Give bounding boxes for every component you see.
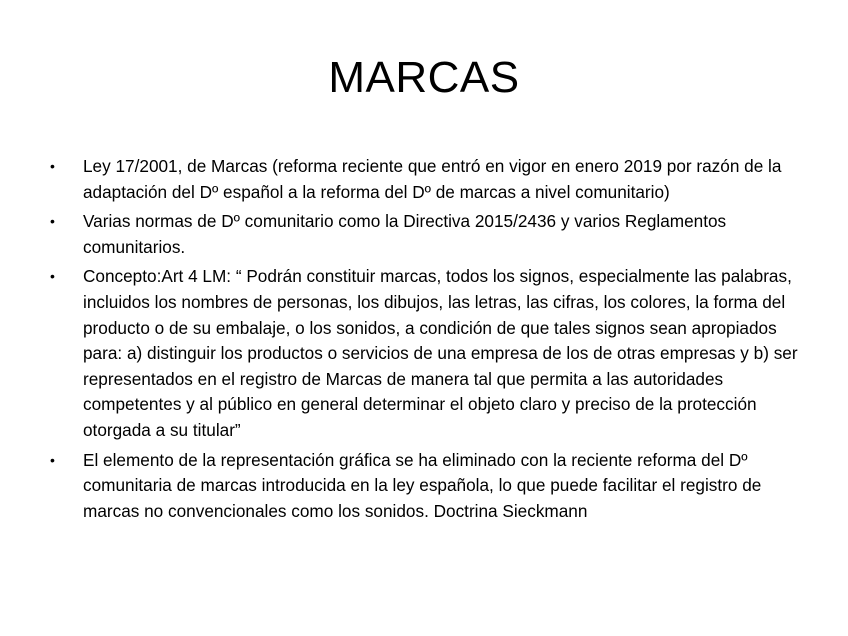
bullet-marker: •	[50, 268, 55, 285]
bullet-text: El elemento de la representación gráfica se ha eliminado con la reciente reforma del Dº comunitaria de marcas introducida en la ley española, lo que puede facilitar el registro de marcas no convencionales como los sonidos. Doctrina Sieckmann	[83, 449, 762, 521]
slide-title: MARCAS	[328, 53, 520, 102]
bullet-text: Varias normas de Dº comunitario como la Directiva 2015/2436 y varios Reglamentos comunitarios.	[83, 211, 727, 257]
bullet-item-representacion-grafica	[50, 448, 810, 525]
bullet-list	[50, 154, 810, 528]
bullet-item-ley-marcas	[50, 154, 810, 205]
bullet-marker: •	[50, 213, 55, 230]
bullet-text: Concepto:Art 4 LM: “ Podrán constituir marcas, todos los signos, especialmente las palabras, incluidos los nombres de personas, los dibujos, las letras, las cifras, los colores, la forma del producto o de su embalaje, o los sonidos, a condición de que tales signos sean apropiados para: a) distinguir los productos o servicios de una empresa de los de otras empresas y b) ser representados en el registro de Marcas de manera tal que permita a las autoridades competentes y al público en general determinar el objeto claro y preciso de la protección otorgada a su titular”	[83, 266, 798, 440]
bullet-item-normas-comunitarias	[50, 209, 810, 260]
bullet-item-concepto	[50, 264, 810, 443]
bullet-marker: •	[50, 451, 55, 468]
bullet-text: Ley 17/2001, de Marcas (reforma reciente que entró en vigor en enero 2019 por razón de la adaptación del Dº español a la reforma del Dº de marcas a nivel comunitario)	[83, 156, 782, 202]
bullet-marker: •	[50, 158, 55, 174]
